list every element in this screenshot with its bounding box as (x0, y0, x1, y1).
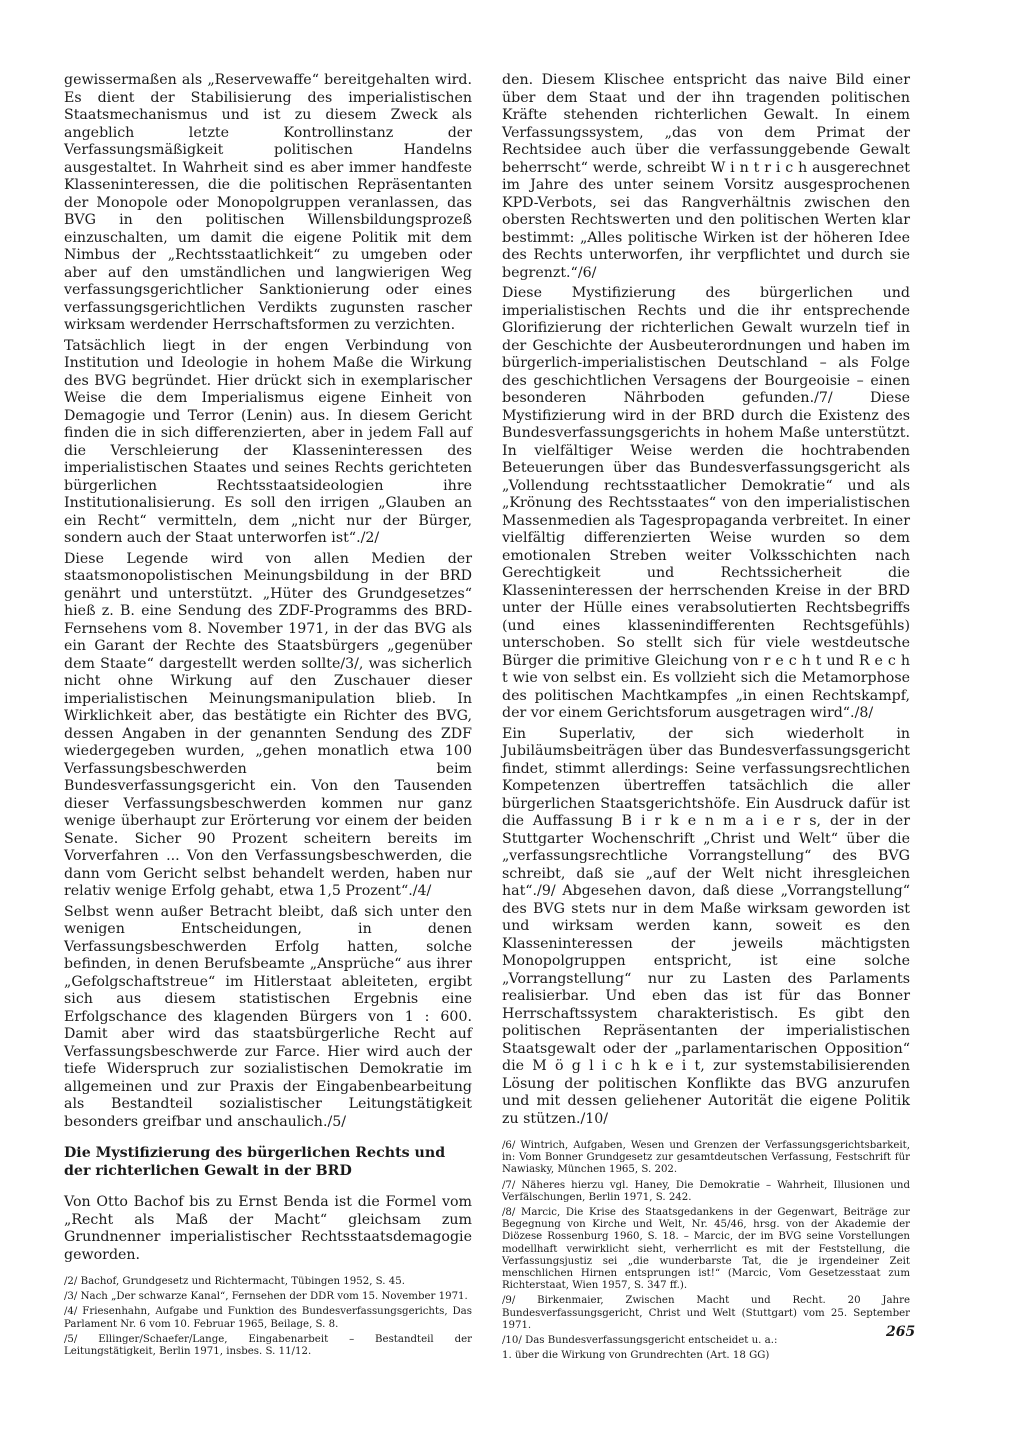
body-paragraph: gewissermaßen als „Reservewaffe“ bereitgehalten wird. Es dient der Stabilisierung des imperialistischen Staatsmechanismus und ist zu diesem Zweck als angeblich letzte Kontrollinstanz der Verfassungsmäßigkeit politischen Handelns ausgestaltet. In Wahrheit sind es aber immer handfeste Klasseninteressen, die die politischen Repräsentanten der Monopole oder Monopolgruppen veranlassen, das BVG in den politischen Willensbildungsprozeß einzuschalten, um damit die eigene Politik mit dem Nimbus der „Rechtsstaatlichkeit“ zu umgeben oder aber auf den umständlichen und langwierigen Weg verfassungsgerichtlicher Sanktionierung oder eines verfassungsgerichtlichen Verdikts zugunsten rascher wirksam werdender Herrschaftsformen zu verzichten. (64, 72, 472, 333)
body-paragraph: Ein Superlativ, der sich wiederholt in Jubiläumsbeiträgen über das Bundesverfassungsgericht findet, stimmt allerdings: Seine verfassungsrechtlichen Kompetenzen übertreffen tatsächlich die aller bürgerlichen Staatsgerichtshöfe. Ein Ausdruck dafür ist die Auffassung B i r k e n m a i e r s, der in der Stuttgarter Wochenschrift „Christ und Welt“ über die „verfassungsrechtliche Vorrangstellung“ des BVG schreibt, daß sie „auf der Welt nicht ihresgleichen hat“./9/ Abgesehen davon, daß diese „Vorrangstellung“ des BVG stets nur in dem Maße wirksam geworden ist und wirksam werden kann, soweit es den Klasseninteressen der jeweils mächtigsten Monopolgruppen entspricht, ist eine solche „Vorrangstellung“ nur zu Lasten des Parlaments realisierbar. Und eben das ist für das Bonner Herrschaftssystem charakteristisch. Es gibt den politischen Repräsentanten der imperialistischen Staatsgewalt oder der „parlamentarischen Opposition“ die M ö g l i c h k e i t, zur systemstabilisierenden Lösung der politischen Konflikte das BVG anzurufen und mit dessen geliehener Autorität die eigene Politik zu stützen./10/ (502, 725, 910, 1127)
footnote: /6/ Wintrich, Aufgaben, Wesen und Grenzen der Verfassungsgerichtsbarkeit, in: Vom Bonner Grundgesetz zur gesamtdeutschen Verfassung, Festschrift für Nawiasky, München 1965, S. 202. (502, 1140, 910, 1176)
body-paragraph: Diese Legende wird von allen Medien der staatsmonopolistischen Meinungsbildung in der BRD genährt und unterstützt. „Hüter des Grundgesetzes“ hieß z. B. eine Sendung des ZDF-Programms des BRD-Fernsehens vom 8. November 1971, in der das BVG als ein Garant der Rechte des Staatsbürgers „gegenüber dem Staate“ dargestellt werden sollte/3/, was sicherlich nicht ohne Wirkung auf den Zuschauer dieser imperialistischen Meinungsmanipulation blieb. In Wirklichkeit aber, das bestätigte ein Richter des BVG, dessen Angaben in der genannten Sendung des ZDF wiedergegeben wurden, „gehen monatlich etwa 100 Verfassungsbeschwerden beim Bundesverfassungsgericht ein. Von den Tausenden dieser Verfassungsbeschwerden kommen nur ganz wenige überhaupt zur Erörterung vor einem der beiden Senate. Sicher 90 Prozent scheitern bereits im Vorverfahren ... Von den Verfassungsbeschwerden, die dann vom Gericht selbst behandelt werden, haben nur relativ wenige Erfolg gehabt, etwa 1,5 Prozent“./4/ (64, 550, 472, 899)
section-heading: Die Mystifizierung des bürgerlichen Rechts und der richterlichen Gewalt in der BRD (64, 1145, 446, 1179)
page-number: 265 (886, 1324, 916, 1340)
footnote: /9/ Birkenmaier, Zwischen Macht und Recht. 20 Jahre Bundesverfassungsgericht, Christ und Welt (Stuttgart) vom 25. September 1971. (502, 1295, 910, 1331)
body-paragraph: den. Diesem Klischee entspricht das naive Bild einer über dem Staat und der ihn tragenden politischen Kräfte stehenden richterlichen Gewalt. In einem Verfassungssystem, „das von dem Primat der Rechtsidee auch über die verfassunggebende Gewalt beherrscht“ werde, schreibt W i n t r i c h ausgerechnet im Jahre des unter seinem Vorsitz ausgesprochenen KPD-Verbots, sei das Rangverhältnis zwischen den obersten Rechtswerten und den politischen Werten klar bestimmt: „Alles politische Wirken ist der höheren Idee des Rechts unterworfen, ihr verpflichtet und durch sie begrenzt.“/6/ (502, 72, 910, 281)
body-paragraph: Von Otto Bachof bis zu Ernst Benda ist die Formel vom „Recht als Maß der Macht“ gleichsam zum Grundnenner imperialistischer Rechtsstaatsdemagogie geworden. (64, 1194, 472, 1263)
footnotes (64, 1276, 472, 1358)
body-paragraph: Tatsächlich liegt in der engen Verbindung von Institution und Ideologie in hohem Maße die Wirkung des BVG begründet. Hier drückt sich in exemplarischer Weise die dem Imperialismus eigene Einheit von Demagogie und Terror (Lenin) aus. In diesem Gericht finden die in sich differenzierten, aber in jedem Fall auf die Verschleierung der Klasseninteressen des imperialistischen Staates und seines Rechts gerichteten bürgerlichen Rechtsstaatsideologien ihre Institutionalisierung. Es soll den irrigen „Glauben an ein Recht“ vermitteln, dem „nicht nur der Bürger, sondern auch der Staat unterworfen ist“./2/ (64, 337, 472, 546)
body-paragraph: Diese Mystifizierung des bürgerlichen und imperialistischen Rechts und die ihr entsprechende Glorifizierung der richterlichen Gewalt wurzeln tief in der Geschichte der Ausbeuterordnungen und haben im bürgerlich-imperialistischen Deutschland – als Folge des geschichtlichen Versagens der Bourgeoisie – einen besonderen Nährboden gefunden./7/ Diese Mystifizierung wird in der BRD durch die Existenz des Bundesverfassungsgerichts in hohem Maße unterstützt. In vielfältiger Weise werden die hochtrabenden Beteuerungen über das Bundesverfassungsgericht als „Vollendung rechtsstaatlicher Demokratie“ und als „Krönung des Rechtsstaates“ von den imperialistischen Massenmedien als Tagespropaganda verbreitet. In einer vielfältig differenzierten Weise wurden so dem emotionalen Streben weiter Volksschichten nach Gerechtigkeit und Rechtssicherheit die Klasseninteressen der herrschenden Kreise in der BRD unter der Hülle eines verabsolutierten Rechtsbegriffs (und eines klassenindifferenten Rechtsgefühls) unterschoben. So stellt sich für viele westdeutsche Bürger die primitive Gleichung von r e c h t und R e c h t wie von selbst ein. Es vollzieht sich die Metamorphose des politischen Machtkampfes „in einen Rechtskampf, der vor einem Gerichtsforum ausgetragen wird“./8/ (502, 285, 910, 721)
left-column (64, 72, 472, 1361)
footnote: /2/ Bachof, Grundgesetz und Richtermacht, Tübingen 1952, S. 45. (64, 1276, 405, 1287)
footnote: /7/ Näheres hierzu vgl. Haney, Die Demokratie – Wahrheit, Illusionen und Verfälschungen, Berlin 1971, S. 242. (502, 1179, 910, 1203)
footnote: /10/ Das Bundesverfassungsgericht entscheidet u. a.: (502, 1335, 778, 1347)
right-column (502, 72, 910, 1365)
footnote: 1. über die Wirkung von Grundrechten (Art. 18 GG) (502, 1350, 770, 1362)
footnote: /3/ Nach „Der schwarze Kanal“, Fernsehen der DDR vom 15. November 1971. (64, 1291, 468, 1303)
footnote: /4/ Friesenhahn, Aufgabe und Funktion des Bundesverfassungsgerichts, Das Parlament Nr. 6 vom 10. Februar 1965, Beilage, S. 8. (64, 1306, 472, 1330)
footnotes (502, 1140, 910, 1362)
footnote: /8/ Marcic, Die Krise des Staatsgedankens in der Gegenwart, Beiträge zur Begegnung von Kirche und Welt, Nr. 45/46, hrsg. von der Akademie der Diözese Rossenburg 1960, S. 18. – Marcic, der im BVG seine Vorstellungen modellhaft verwirklicht sieht, verherrlicht es mit der Feststellung, die Verfassungsjustiz sei „die wunderbarste Tat, die je irgendeiner Zeit menschlichen Hirnen entsprungen ist!“ (Marcic, Vom Gesetzesstaat zum Richterstaat, Wien 1957, S. 347 ff.). (502, 1207, 910, 1292)
footnote: /5/ Ellinger/Schaefer/Lange, Eingabenarbeit – Bestandteil der Leitungstätigkeit, Berlin 1971, insbes. S. 11/12. (64, 1333, 472, 1358)
body-paragraph: Selbst wenn außer Betracht bleibt, daß sich unter den wenigen Entscheidungen, in denen Verfassungsbeschwerden Erfolg hatten, solche befinden, in denen Berufsbeamte „Ansprüche“ aus ihrer „Gefolgschaftstreue“ im Hitlerstaat ableiteten, ergibt sich aus diesem statistischen Ergebnis eine Erfolgschance des klagenden Bürgers von 1 : 600. Damit aber wird das staatsbürgerliche Recht auf Verfassungsbeschwerde zur Farce. Hier wird auch der tiefe Widerspruch zur sozialistischen Demokratie im allgemeinen und zur Praxis der Eingabenbearbeitung als Bestandteil sozialistischer Leitungstätigkeit besonders greifbar und anschaulich./5/ (64, 903, 472, 1130)
